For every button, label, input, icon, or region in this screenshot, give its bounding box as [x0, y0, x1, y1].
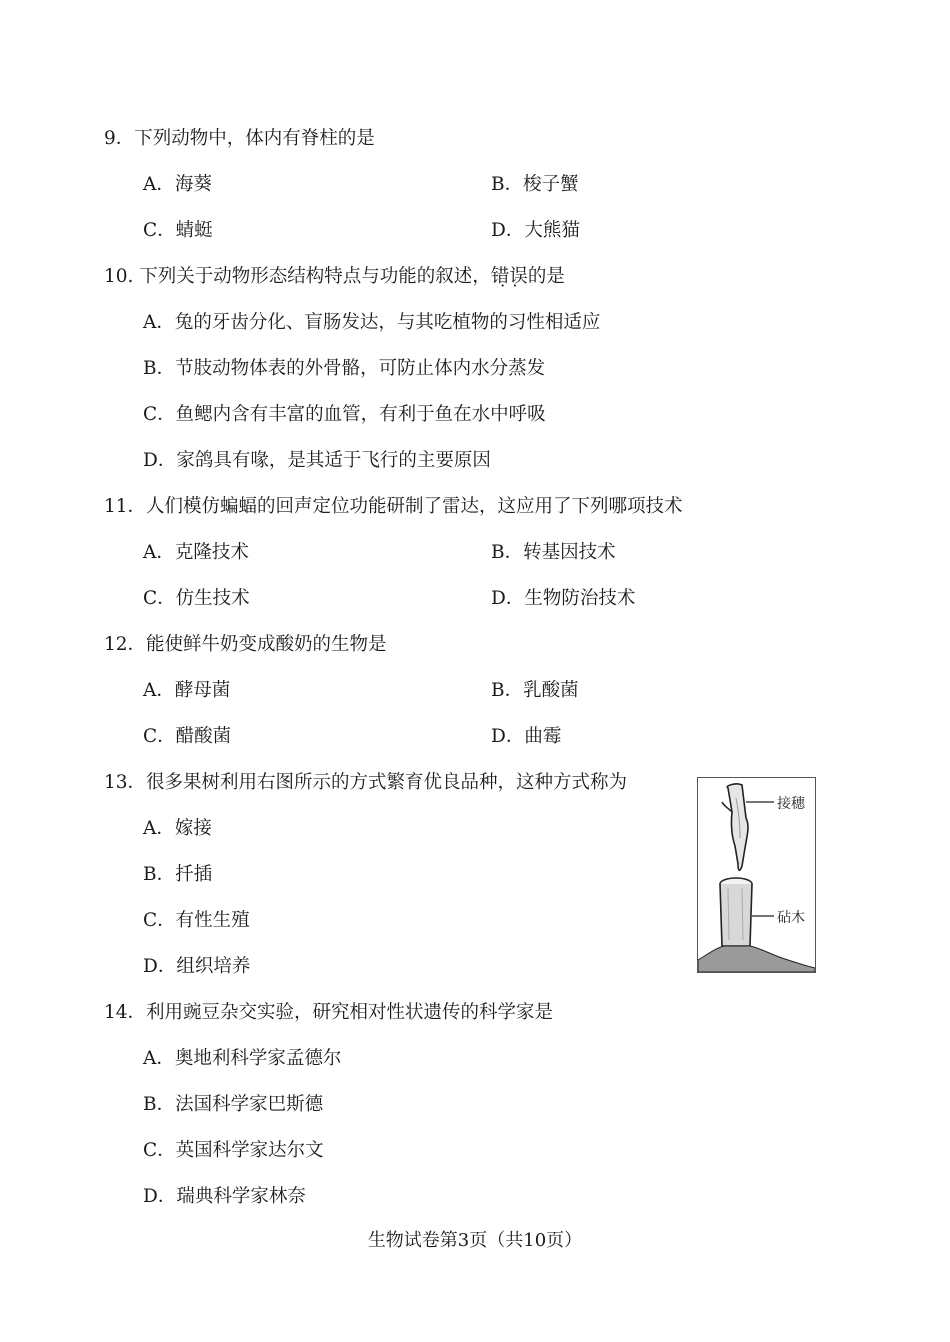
q12-option-a: A．酵母菌: [143, 680, 231, 701]
q10-stem-before: 10. 下列关于动物形态结构特点与功能的叙述，: [104, 266, 491, 287]
q13-option-c: C．有性生殖: [143, 910, 250, 931]
q10-option-c: C．鱼鳃内含有丰富的血管，有利于鱼在水中呼吸: [143, 404, 546, 425]
question-13-stem: 13．很多果树利用右图所示的方式繁育优良品种，这种方式称为: [104, 772, 628, 793]
q11-option-b: B．转基因技术: [491, 542, 616, 563]
grafting-figure: [697, 777, 816, 973]
q10-emphasis-word: 错误 · ·: [491, 262, 528, 288]
question-14-stem: 14．利用豌豆杂交实验，研究相对性状遗传的科学家是: [104, 1002, 554, 1023]
q10-option-b: B．节肢动物体表的外骨骼，可防止体内水分蒸发: [143, 358, 546, 379]
q10-stem-after: 的是: [527, 266, 565, 287]
q14-option-c: C．英国科学家达尔文: [143, 1140, 324, 1161]
question-10-stem: [104, 262, 565, 288]
question-9-stem: 9．下列动物中，体内有脊柱的是: [104, 128, 375, 149]
q11-option-c: C．仿生技术: [143, 588, 250, 609]
q12-option-b: B．乳酸菌: [491, 680, 579, 701]
q13-option-a: A．嫁接: [143, 818, 212, 839]
soil-mound: [698, 946, 815, 972]
q11-option-a: A．克隆技术: [143, 542, 249, 563]
q9-option-d: D．大熊猫: [491, 220, 580, 241]
q14-option-d: D．瑞典科学家林奈: [143, 1186, 306, 1207]
page-footer: 生物试卷第3页（共10页）: [367, 1230, 583, 1251]
scion-shape: [727, 784, 748, 870]
stock-trunk: [720, 884, 752, 946]
q9-option-b: B．梭子蟹: [491, 174, 579, 195]
q10-option-d: D．家鸽具有喙，是其适于飞行的主要原因: [143, 450, 491, 471]
scion-label: 接穗: [777, 796, 805, 812]
q14-option-a: A．奥地利科学家孟德尔: [143, 1048, 342, 1069]
q12-option-d: D．曲霉: [491, 726, 562, 747]
q13-option-d: D．组织培养: [143, 956, 251, 977]
question-12-stem: 12．能使鲜牛奶变成酸奶的生物是: [104, 634, 387, 655]
question-11-stem: 11．人们模仿蝙蝠的回声定位功能研制了雷达，这应用了下列哪项技术: [104, 496, 683, 517]
q13-option-b: B．扦插: [143, 864, 213, 885]
q11-option-d: D．生物防治技术: [491, 588, 636, 609]
q12-option-c: C．醋酸菌: [143, 726, 232, 747]
rootstock-label: 砧木: [777, 910, 805, 926]
q9-option-a: A．海葵: [143, 174, 212, 195]
q10-option-a: A．兔的牙齿分化、盲肠发达，与其吃植物的习性相适应: [143, 312, 601, 333]
q14-option-b: B．法国科学家巴斯德: [143, 1094, 324, 1115]
q9-option-c: C．蜻蜓: [143, 220, 213, 241]
